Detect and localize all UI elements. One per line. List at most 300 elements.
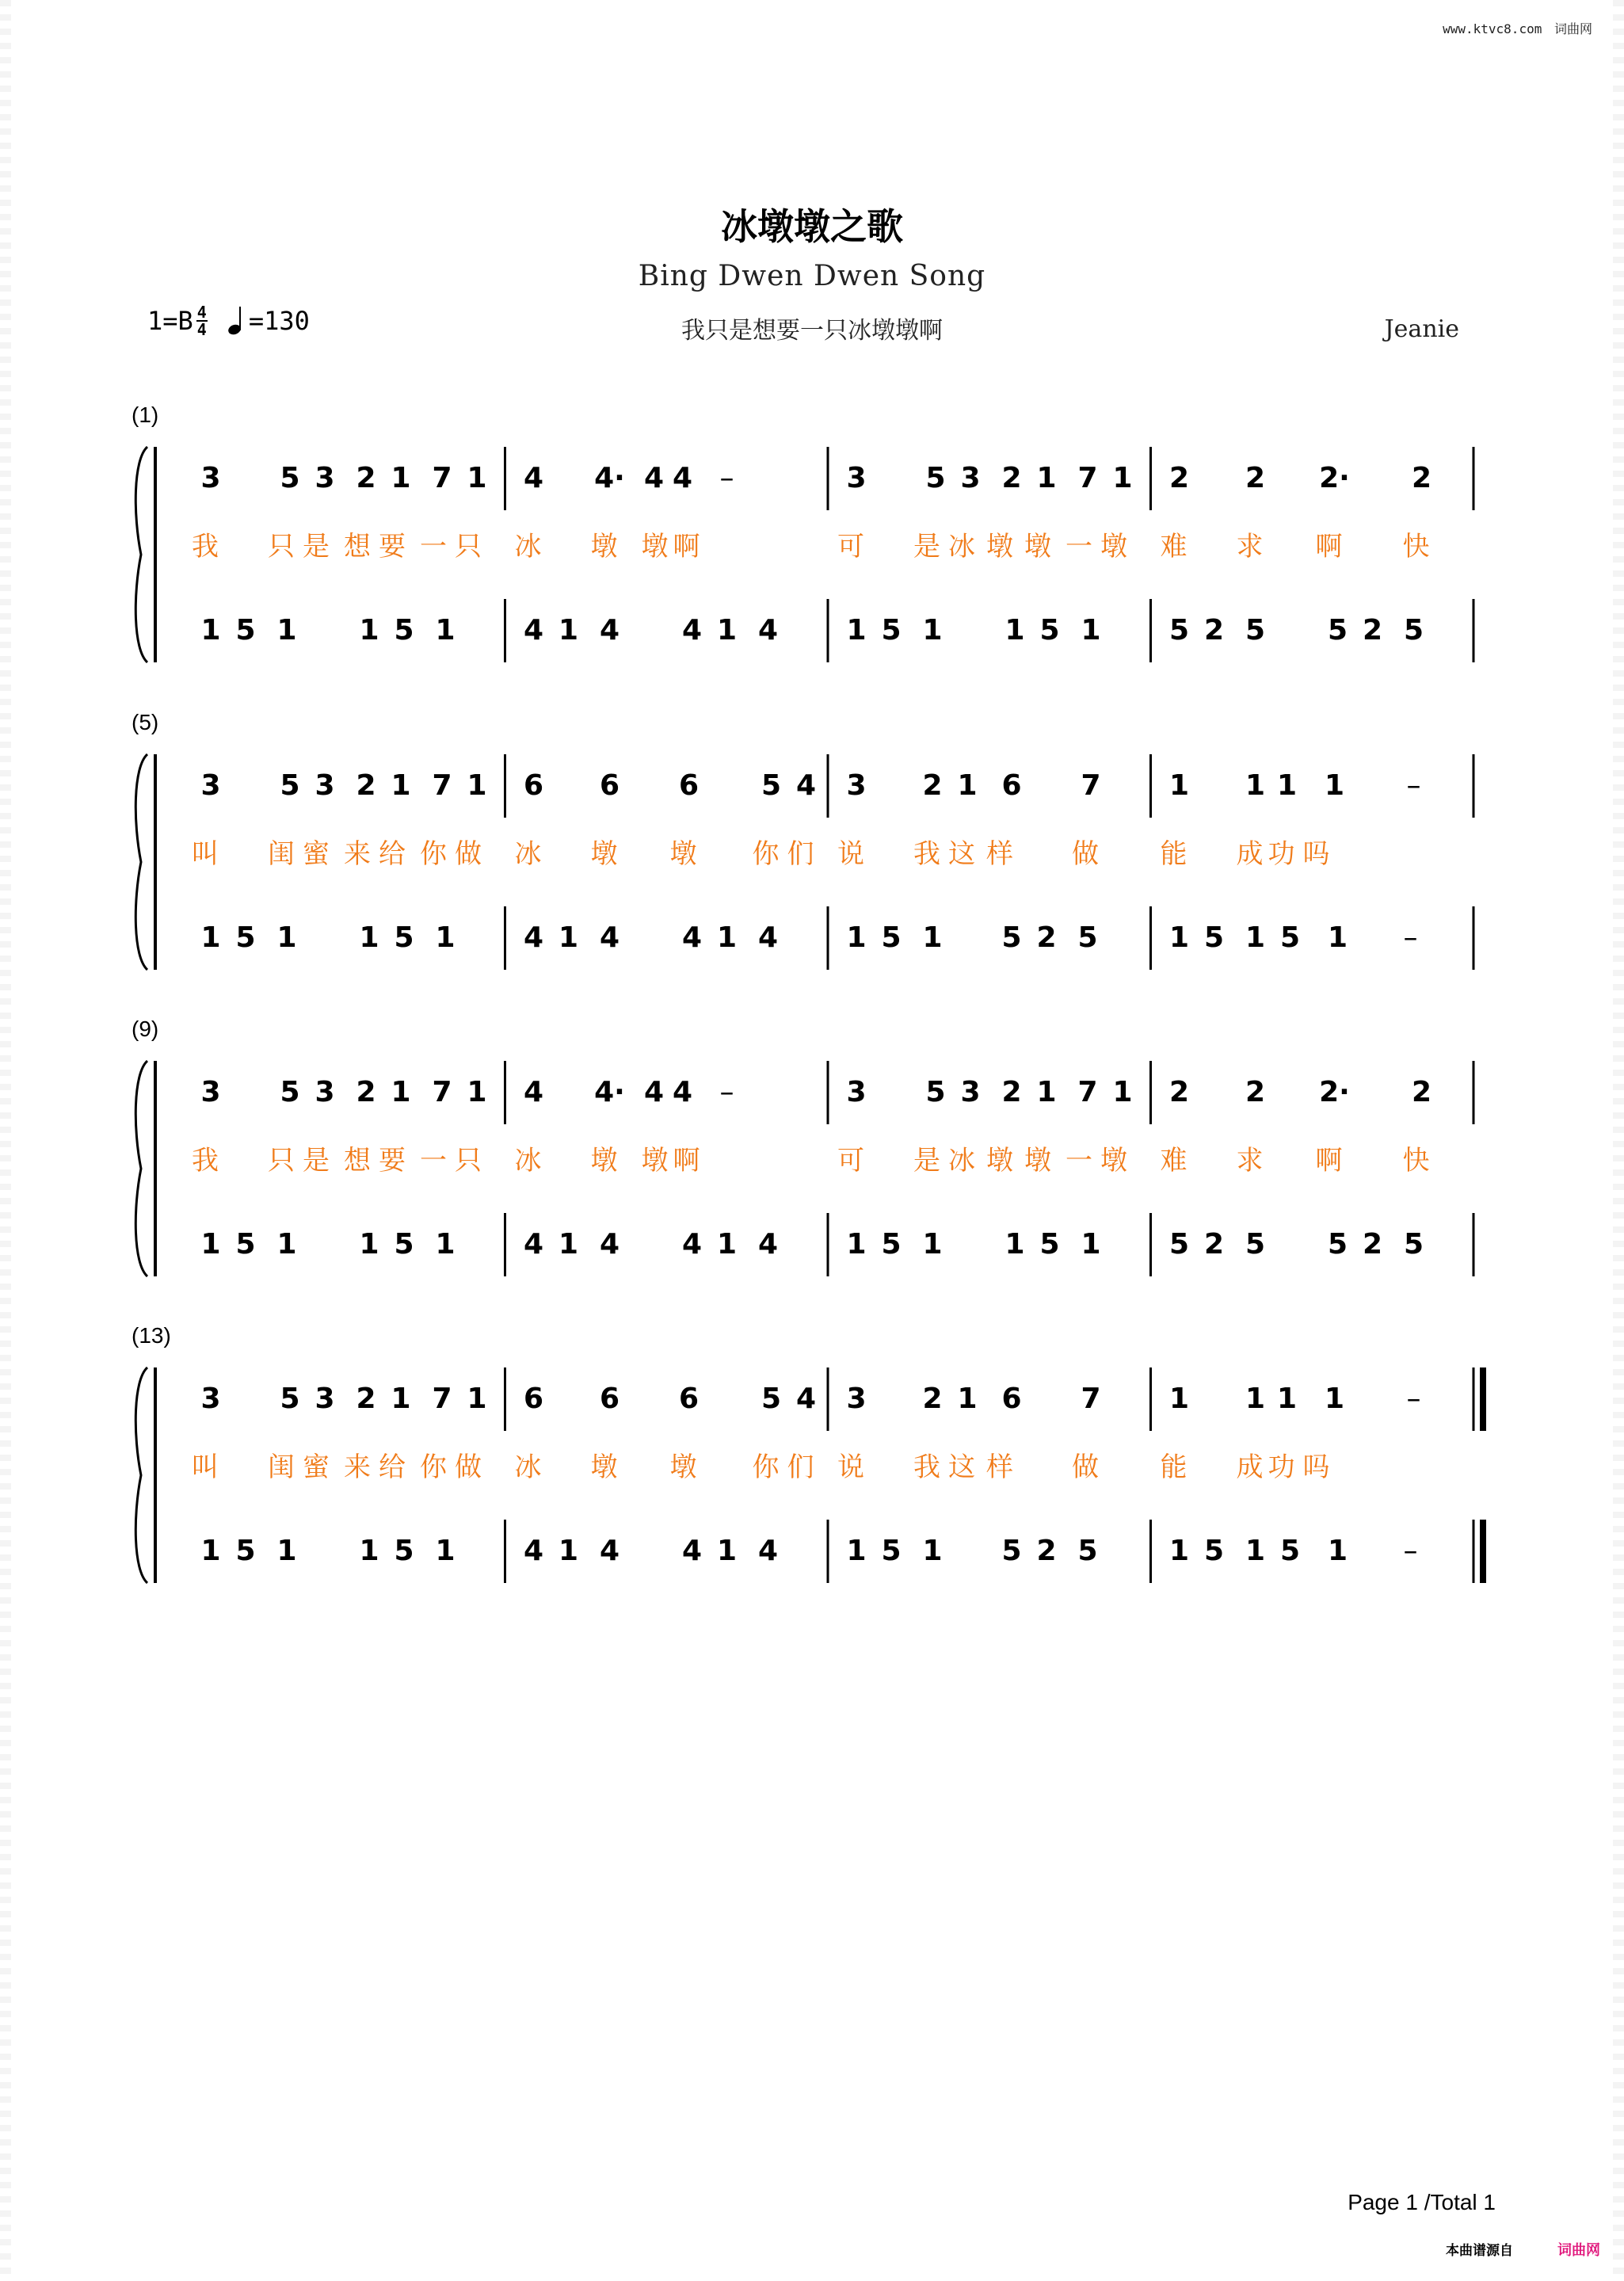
note-digit: 5 bbox=[1203, 921, 1225, 954]
time-denominator: 4 bbox=[196, 320, 207, 339]
melody-note bbox=[306, 754, 344, 818]
bass-note bbox=[550, 906, 588, 970]
accompaniment-staff bbox=[192, 1213, 1483, 1276]
bass-note bbox=[913, 599, 951, 662]
melody-measure bbox=[515, 1061, 838, 1124]
lyric-char: 冰 bbox=[514, 531, 542, 563]
melody-note bbox=[1403, 447, 1441, 510]
lyrics-row bbox=[192, 1444, 1483, 1491]
bass-note bbox=[996, 1213, 1034, 1276]
lyric-char: 快 bbox=[1402, 531, 1430, 563]
melody-note bbox=[382, 1367, 420, 1431]
note-digit: 1 bbox=[922, 1228, 943, 1261]
note-digit: 2 bbox=[922, 769, 943, 802]
melody-note bbox=[1316, 1367, 1354, 1431]
lyric-char: 要 bbox=[379, 1145, 406, 1177]
melody-staff bbox=[192, 754, 1483, 818]
lyric-char: 给 bbox=[379, 838, 406, 870]
time-signature bbox=[196, 304, 208, 338]
note-digit: 1 bbox=[359, 921, 379, 954]
accompaniment-staff bbox=[192, 906, 1483, 970]
note-digit: 4 bbox=[523, 462, 544, 494]
lyric-char: 给 bbox=[379, 1451, 406, 1483]
accompaniment-staff bbox=[192, 1520, 1483, 1583]
accompaniment-measure bbox=[1161, 906, 1484, 970]
system-brace bbox=[135, 754, 147, 970]
accompaniment-measure bbox=[515, 1213, 838, 1276]
note-digit: 1 bbox=[200, 921, 221, 954]
melody-measure bbox=[192, 447, 515, 510]
bass-note bbox=[1069, 1520, 1107, 1583]
note-digit: 1 bbox=[1327, 1535, 1348, 1567]
note-digit: 5 bbox=[235, 1535, 256, 1567]
melody-measure bbox=[837, 1061, 1161, 1124]
bass-note bbox=[192, 906, 230, 970]
accompaniment-measure bbox=[192, 1520, 515, 1583]
melody-measure bbox=[837, 754, 1161, 818]
bass-note bbox=[1072, 599, 1110, 662]
key-label: 1=B bbox=[147, 306, 193, 336]
note-digit: 1 bbox=[435, 614, 456, 647]
note-digit: 5 bbox=[235, 921, 256, 954]
lyric-char: 冰 bbox=[948, 1145, 975, 1177]
note-digit: 1 bbox=[1245, 769, 1266, 802]
note-digit: 5 bbox=[1403, 614, 1424, 647]
lyric-char: 墩 bbox=[1024, 531, 1051, 563]
bass-note bbox=[1072, 1213, 1110, 1276]
note-digit: 2 bbox=[1362, 614, 1383, 647]
bass-note bbox=[550, 1213, 588, 1276]
note-digit: – bbox=[1406, 1383, 1421, 1415]
melody-measure bbox=[837, 447, 1161, 510]
note-digit: 5 bbox=[761, 769, 782, 802]
melody-note bbox=[347, 447, 385, 510]
lyric-char: 要 bbox=[379, 531, 406, 563]
melody-note bbox=[347, 1367, 385, 1431]
song-subtitle: Bing Dwen Dwen Song bbox=[638, 260, 986, 292]
lyric-char: 闺 bbox=[268, 838, 295, 870]
note-digit: 1 bbox=[558, 1535, 579, 1567]
sustain-dash bbox=[1392, 1520, 1430, 1583]
note-digit: 7 bbox=[1081, 769, 1101, 802]
note-digit: 5 bbox=[394, 1228, 414, 1261]
bass-note bbox=[1271, 1520, 1309, 1583]
melody-note bbox=[787, 754, 825, 818]
note-digit: – bbox=[1403, 1535, 1418, 1567]
accompaniment-measure bbox=[1161, 599, 1484, 662]
lyrics-row bbox=[192, 523, 1483, 570]
melody-note bbox=[306, 1061, 344, 1124]
lyric-char: 我 bbox=[913, 838, 940, 870]
melody-note bbox=[948, 754, 986, 818]
lyric-char: 叫 bbox=[192, 1451, 219, 1483]
melody-note bbox=[515, 447, 553, 510]
melody-note bbox=[837, 1367, 875, 1431]
note-digit: 4· bbox=[594, 1076, 625, 1108]
melody-note bbox=[458, 1061, 496, 1124]
melody-measure bbox=[515, 447, 838, 510]
note-digit: 6 bbox=[523, 1383, 544, 1415]
lyric-char: 说 bbox=[837, 1451, 864, 1483]
lyric-char: 这 bbox=[948, 1451, 975, 1483]
note-digit: 1 bbox=[276, 614, 297, 647]
lyric-char: 一 bbox=[420, 1145, 447, 1177]
note-digit: 5 bbox=[1327, 614, 1348, 647]
lyric-char: 是 bbox=[913, 531, 940, 563]
note-digit: 5 bbox=[1245, 1228, 1266, 1261]
lyric-char: 样 bbox=[986, 1451, 1013, 1483]
note-digit: 5 bbox=[881, 1535, 902, 1567]
bass-note bbox=[385, 1520, 423, 1583]
bass-note bbox=[426, 1520, 464, 1583]
melody-note bbox=[664, 447, 702, 510]
melody-note bbox=[670, 1367, 708, 1431]
bass-note bbox=[1031, 1213, 1069, 1276]
melody-note bbox=[271, 754, 309, 818]
melody-note bbox=[670, 754, 708, 818]
note-digit: 4 bbox=[681, 614, 703, 647]
note-digit: 4 bbox=[757, 1535, 779, 1567]
lyric-char: 你 bbox=[420, 1451, 447, 1483]
note-digit: 2 bbox=[1245, 1076, 1266, 1108]
melody-staff bbox=[192, 447, 1483, 510]
bass-note bbox=[1161, 599, 1199, 662]
bass-note bbox=[993, 1520, 1031, 1583]
melody-note bbox=[753, 1367, 791, 1431]
melody-measure bbox=[515, 754, 838, 818]
melody-note bbox=[993, 1367, 1031, 1431]
accompaniment-measure bbox=[515, 906, 838, 970]
melody-note bbox=[1072, 1367, 1110, 1431]
note-digit: 1 bbox=[1168, 921, 1190, 954]
lyric-char: 冰 bbox=[514, 838, 542, 870]
note-digit: 5 bbox=[881, 921, 902, 954]
melody-note bbox=[913, 1367, 951, 1431]
melody-measure bbox=[1161, 1061, 1484, 1124]
note-digit: 2 bbox=[356, 1383, 376, 1415]
note-digit: 7 bbox=[432, 1076, 452, 1108]
note-digit: 1 bbox=[200, 1228, 221, 1261]
melody-note bbox=[347, 1061, 385, 1124]
bass-note bbox=[192, 1213, 230, 1276]
measure-number: (5) bbox=[132, 710, 159, 734]
bass-note bbox=[1027, 906, 1066, 970]
accompaniment-measure bbox=[837, 599, 1161, 662]
bass-note bbox=[591, 1213, 629, 1276]
bass-note bbox=[708, 1213, 746, 1276]
bass-note bbox=[515, 1520, 553, 1583]
note-digit: 5 bbox=[280, 1383, 300, 1415]
melody-note bbox=[1161, 1061, 1199, 1124]
note-digit: 5 bbox=[1327, 1228, 1348, 1261]
lyric-char: 我 bbox=[913, 1451, 940, 1483]
lyric-char: 你 bbox=[752, 838, 780, 870]
bass-note bbox=[426, 906, 464, 970]
score-system bbox=[0, 704, 1624, 1005]
lyric-char: 冰 bbox=[514, 1451, 542, 1483]
score-system bbox=[0, 1010, 1624, 1311]
bass-note bbox=[426, 1213, 464, 1276]
note-digit: 3 bbox=[846, 1383, 867, 1415]
note-digit: 1 bbox=[846, 1535, 867, 1567]
bass-note bbox=[913, 1520, 951, 1583]
bass-note bbox=[1395, 599, 1433, 662]
site-url[interactable]: www.ktvc8.com bbox=[1443, 21, 1542, 36]
lyric-char: 们 bbox=[787, 1451, 814, 1483]
melody-note bbox=[1104, 1061, 1142, 1124]
bass-note bbox=[515, 1213, 553, 1276]
accompaniment-measure bbox=[515, 1520, 838, 1583]
note-digit: 5 bbox=[235, 1228, 256, 1261]
note-digit: 1 bbox=[1005, 1228, 1025, 1261]
melody-note bbox=[753, 754, 791, 818]
note-digit: 4 bbox=[795, 769, 817, 802]
bass-note bbox=[872, 906, 910, 970]
sustain-dash bbox=[1395, 1367, 1433, 1431]
melody-note bbox=[917, 1061, 955, 1124]
footer-brand-logo[interactable]: 词曲网 bbox=[1557, 2242, 1600, 2259]
note-digit: 1 bbox=[359, 614, 379, 647]
note-digit: 1 bbox=[957, 769, 978, 802]
note-digit: 1 bbox=[1036, 462, 1057, 494]
lyric-char: 是 bbox=[303, 531, 330, 563]
lyric-char: 样 bbox=[986, 838, 1013, 870]
bass-note bbox=[268, 1213, 306, 1276]
note-digit: 3 bbox=[200, 1076, 221, 1108]
accompaniment-measure bbox=[192, 1213, 515, 1276]
bass-note bbox=[673, 599, 711, 662]
bass-note bbox=[1319, 599, 1357, 662]
note-digit: 4 bbox=[599, 921, 620, 954]
lyric-char: 冰 bbox=[948, 531, 975, 563]
lyric-char: 啊 bbox=[1315, 531, 1343, 563]
bass-note bbox=[872, 1520, 910, 1583]
note-digit: 5 bbox=[1039, 614, 1060, 647]
bass-note bbox=[837, 599, 875, 662]
note-digit: 4 bbox=[681, 1535, 703, 1567]
note-digit: 2 bbox=[1036, 1535, 1057, 1567]
note-digit: 5 bbox=[1245, 614, 1266, 647]
note-digit: 4 bbox=[681, 921, 703, 954]
note-digit: 3 bbox=[200, 462, 221, 494]
bass-note bbox=[1069, 906, 1107, 970]
melody-note bbox=[1027, 1061, 1066, 1124]
note-digit: 7 bbox=[432, 1383, 452, 1415]
lyric-char: 做 bbox=[1072, 1451, 1099, 1483]
note-digit: 1 bbox=[391, 1076, 411, 1108]
measure-number: (1) bbox=[132, 402, 159, 427]
note-digit: 6 bbox=[599, 769, 620, 802]
bass-note bbox=[1195, 906, 1233, 970]
lyric-char: 说 bbox=[837, 838, 864, 870]
bass-note bbox=[385, 906, 423, 970]
bass-note bbox=[913, 906, 951, 970]
lyric-char: 成 bbox=[1236, 838, 1264, 870]
note-digit: 3 bbox=[315, 1383, 335, 1415]
note-digit: 1 bbox=[1005, 614, 1025, 647]
tempo-marking bbox=[228, 306, 310, 336]
note-digit: 1 bbox=[922, 1535, 943, 1567]
note-digit: 5 bbox=[1168, 1228, 1190, 1261]
lyric-char: 是 bbox=[303, 1145, 330, 1177]
melody-measure bbox=[192, 754, 515, 818]
bass-note bbox=[913, 1213, 951, 1276]
note-digit: 2 bbox=[1168, 1076, 1190, 1108]
lyric-char: 吗 bbox=[1302, 1451, 1330, 1483]
lyric-char: 可 bbox=[837, 1145, 864, 1177]
note-digit: 2· bbox=[1319, 462, 1350, 494]
melody-measure bbox=[192, 1061, 515, 1124]
note-digit: 5 bbox=[235, 614, 256, 647]
note-digit: 5 bbox=[1001, 1535, 1022, 1567]
bass-note bbox=[192, 599, 230, 662]
bass-note bbox=[1161, 906, 1199, 970]
lyric-char: 做 bbox=[1072, 838, 1099, 870]
melody-note bbox=[458, 1367, 496, 1431]
lyric-char: 只 bbox=[268, 1145, 295, 1177]
note-digit: 1 bbox=[276, 1535, 297, 1567]
lyric-char: 这 bbox=[948, 838, 975, 870]
note-digit: 6 bbox=[1001, 769, 1022, 802]
lyric-char: 可 bbox=[837, 531, 864, 563]
bass-note bbox=[749, 599, 787, 662]
note-digit: – bbox=[1406, 769, 1421, 802]
note-digit: 5 bbox=[1077, 921, 1098, 954]
note-digit: 4 bbox=[599, 1535, 620, 1567]
melody-note bbox=[458, 754, 496, 818]
quarter-note-icon bbox=[228, 307, 246, 334]
melody-note bbox=[837, 754, 875, 818]
system-brace bbox=[135, 1061, 147, 1276]
tempo-value: =130 bbox=[248, 306, 310, 336]
melody-note bbox=[1237, 1061, 1275, 1124]
melody-note bbox=[515, 1061, 553, 1124]
note-digit: 2 bbox=[1036, 921, 1057, 954]
bass-note bbox=[1237, 599, 1275, 662]
note-digit: 7 bbox=[432, 769, 452, 802]
note-digit: 5 bbox=[881, 614, 902, 647]
note-digit: 1 bbox=[391, 769, 411, 802]
note-digit: 1 bbox=[1112, 462, 1133, 494]
bass-note bbox=[1237, 1213, 1275, 1276]
note-digit: 5 bbox=[280, 462, 300, 494]
melody-staff bbox=[192, 1061, 1483, 1124]
lyric-char: 你 bbox=[420, 838, 447, 870]
melody-measure bbox=[1161, 447, 1484, 510]
melody-note bbox=[515, 1367, 553, 1431]
melody-note bbox=[591, 1061, 629, 1124]
note-digit: 4 bbox=[599, 1228, 620, 1261]
melody-note bbox=[993, 1061, 1031, 1124]
sustain-dash bbox=[1392, 906, 1430, 970]
bass-note bbox=[350, 1520, 388, 1583]
melody-measure bbox=[837, 1367, 1161, 1431]
note-digit: 1 bbox=[467, 1076, 487, 1108]
melody-note bbox=[382, 447, 420, 510]
lyric-char: 墩 bbox=[669, 838, 697, 870]
lyric-char: 墩 bbox=[1100, 1145, 1127, 1177]
lyric-char: 蜜 bbox=[303, 838, 330, 870]
note-digit: 5 bbox=[1279, 1535, 1301, 1567]
lyric-char: 能 bbox=[1160, 838, 1188, 870]
note-digit: 1 bbox=[558, 1228, 579, 1261]
melody-note bbox=[591, 754, 629, 818]
lyric-char: 功 bbox=[1268, 838, 1295, 870]
note-digit: 3 bbox=[846, 462, 867, 494]
accompaniment-measure bbox=[192, 906, 515, 970]
melody-note bbox=[382, 754, 420, 818]
lyric-char: 啊 bbox=[673, 1145, 700, 1177]
note-digit: 3 bbox=[315, 1076, 335, 1108]
lyric-char: 叫 bbox=[192, 838, 219, 870]
melody-note bbox=[1316, 1061, 1354, 1124]
bass-note bbox=[350, 906, 388, 970]
melody-note bbox=[591, 1367, 629, 1431]
lyric-char: 难 bbox=[1160, 1145, 1188, 1177]
lyric-char: 墩 bbox=[1100, 531, 1127, 563]
lyric-char: 做 bbox=[455, 838, 482, 870]
bass-note bbox=[192, 1520, 230, 1583]
note-digit: 1 bbox=[922, 921, 943, 954]
note-digit: 1 bbox=[1276, 769, 1298, 802]
bass-note bbox=[749, 1213, 787, 1276]
bass-note bbox=[350, 599, 388, 662]
melody-note bbox=[271, 1367, 309, 1431]
note-digit: 2 bbox=[1203, 614, 1225, 647]
lyric-char: 一 bbox=[420, 531, 447, 563]
bass-note bbox=[1354, 599, 1392, 662]
bass-note bbox=[1354, 1213, 1392, 1276]
melody-note bbox=[515, 754, 553, 818]
note-digit: 1 bbox=[391, 1383, 411, 1415]
site-header bbox=[1443, 19, 1592, 37]
page-indicator: Page 1 /Total 1 bbox=[1348, 2190, 1496, 2214]
note-digit: 5 bbox=[925, 462, 946, 494]
bass-note bbox=[872, 1213, 910, 1276]
accompaniment-measure bbox=[192, 599, 515, 662]
lyric-char: 一 bbox=[1066, 1145, 1092, 1177]
lyric-char: 一 bbox=[1066, 531, 1092, 563]
bass-note bbox=[515, 599, 553, 662]
note-digit: 3 bbox=[960, 462, 981, 494]
bass-note bbox=[837, 1213, 875, 1276]
bass-note bbox=[1195, 1213, 1233, 1276]
bass-note bbox=[515, 906, 553, 970]
melody-note bbox=[664, 1061, 702, 1124]
lyric-char: 墩 bbox=[590, 838, 618, 870]
note-digit: 7 bbox=[1081, 1383, 1101, 1415]
note-digit: 3 bbox=[960, 1076, 981, 1108]
bass-note bbox=[550, 1520, 588, 1583]
lyric-char: 快 bbox=[1402, 1145, 1430, 1177]
note-digit: 2 bbox=[1245, 462, 1266, 494]
bass-note bbox=[993, 906, 1031, 970]
accompaniment-measure bbox=[1161, 1213, 1484, 1276]
bass-note bbox=[1161, 1520, 1199, 1583]
note-digit: 6 bbox=[523, 769, 544, 802]
lyric-char: 做 bbox=[455, 1451, 482, 1483]
note-digit: – bbox=[719, 462, 734, 494]
melody-staff bbox=[192, 1367, 1483, 1431]
note-digit: 6 bbox=[1001, 1383, 1022, 1415]
sustain-dash bbox=[708, 447, 746, 510]
note-digit: 5 bbox=[1077, 1535, 1098, 1567]
lyric-char: 能 bbox=[1160, 1451, 1188, 1483]
bass-note bbox=[673, 1520, 711, 1583]
note-digit: 1 bbox=[1245, 921, 1266, 954]
note-digit: 1 bbox=[359, 1535, 379, 1567]
note-digit: 1 bbox=[1327, 921, 1348, 954]
